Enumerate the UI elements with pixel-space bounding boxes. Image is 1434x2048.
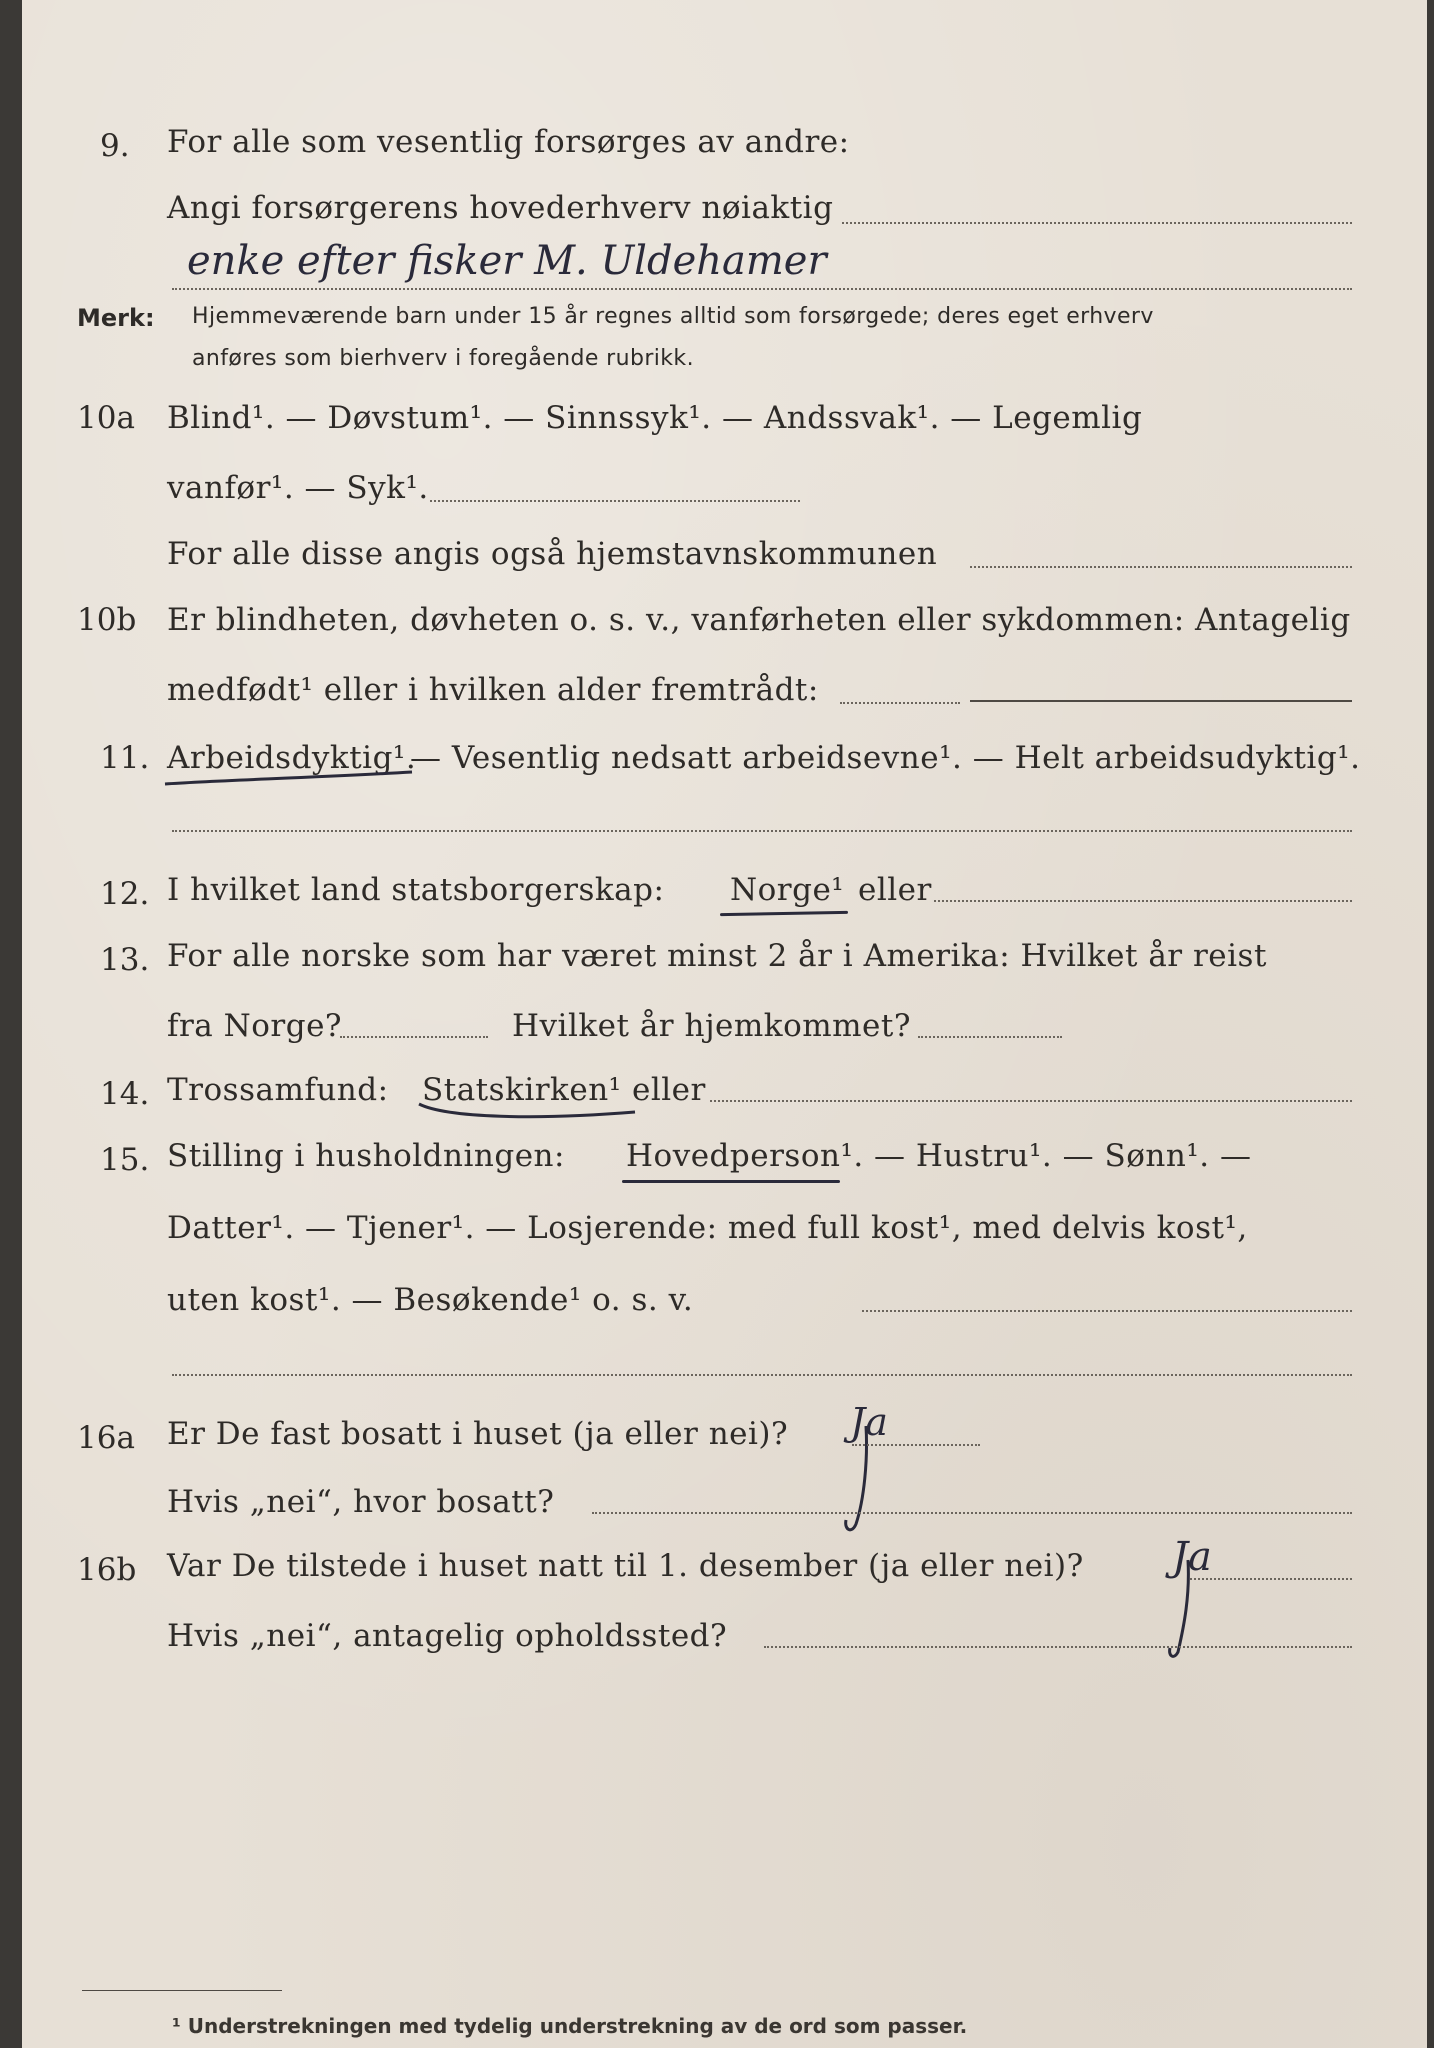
question-14-suffix: eller [632, 1072, 706, 1108]
question-14-fill-line [710, 1100, 1352, 1102]
question-16a-handwritten-answer: Ja [850, 1400, 888, 1444]
question-9-number: 9. [100, 128, 130, 164]
question-13-line-1: For alle norske som har været minst 2 år i Amerika: Hvilket år reist [167, 938, 1267, 974]
question-12-suffix: eller [858, 872, 932, 908]
question-13-fill-line-2 [918, 1036, 1062, 1038]
question-16b-fill-line-1 [1190, 1578, 1352, 1580]
question-10b-drawn-line [970, 700, 1352, 702]
question-16b-line-1: Var De tilstede i huset natt til 1. desember (ja eller nei)? [167, 1548, 1084, 1584]
question-16a-line-2: Hvis „nei“, hvor bosatt? [167, 1484, 555, 1520]
question-12-prompt: I hvilket land statsborgerskap: [167, 872, 665, 908]
question-16a-number: 16a [77, 1420, 135, 1456]
question-12-option-norge: Norge¹ [730, 872, 845, 908]
question-12-fill-line [934, 900, 1352, 902]
merk-note-line-1: Hjemmeværende barn under 15 år regnes alltid som forsørgede; deres eget erhverv [192, 304, 1154, 329]
question-15-line-1c: — Hustru¹. — Sønn¹. — [874, 1138, 1252, 1174]
question-16a-stroke-mark [838, 1420, 878, 1540]
question-15-option-hovedperson: Hovedperson¹. [626, 1138, 864, 1174]
question-10a-fill-line-2 [970, 566, 1352, 568]
question-9-handwritten-answer: enke efter fisker M. Uldehamer [187, 238, 827, 284]
question-16b-number: 16b [77, 1552, 137, 1588]
question-9-fill-line [842, 222, 1352, 224]
question-16b-line-2: Hvis „nei“, antagelig opholdssted? [167, 1618, 728, 1654]
question-16a-fill-line-1 [852, 1444, 980, 1446]
question-10a-line-2: vanfør¹. — Syk¹. [167, 470, 429, 506]
question-10a-line-3: For alle disse angis også hjemstavnskommunen [167, 536, 938, 572]
question-12-underline-mark [720, 911, 848, 916]
question-9-title: For alle som vesentlig forsørges av andre: [167, 124, 850, 160]
question-9-prompt: Angi forsørgerens hovederhverv nøiaktig [167, 190, 834, 226]
question-10b-line-2: medfødt¹ eller i hvilken alder fremtrådt: [167, 672, 819, 708]
question-14-prompt: Trossamfund: [167, 1072, 389, 1108]
question-15-underline-mark [622, 1180, 840, 1183]
question-16a-fill-line-2 [592, 1512, 1352, 1514]
question-11-other-options: — Vesentlig nedsatt arbeidsevne¹. — Helt arbeidsudyktig¹. [410, 740, 1361, 776]
question-14-underline-mark [417, 1098, 647, 1126]
question-15-number: 15. [100, 1142, 150, 1178]
merk-note-line-2: anføres som bierhverv i foregående rubrikk. [192, 346, 694, 371]
question-11-fill-line [172, 830, 1352, 832]
footnote-rule [82, 1990, 282, 1991]
question-11-number: 11. [100, 740, 150, 776]
question-12-number: 12. [100, 876, 150, 912]
question-10b-fill-line [840, 702, 960, 704]
question-16b-stroke-mark [1160, 1556, 1200, 1666]
question-10a-number: 10a [77, 400, 135, 436]
question-16b-fill-line-2 [764, 1646, 1352, 1648]
merk-label: Merk: [77, 304, 155, 332]
question-10b-line-1: Er blindheten, døvheten o. s. v., vanførheten eller sykdommen: Antagelig [167, 602, 1351, 638]
question-10b-number: 10b [77, 602, 137, 638]
question-9-answer-line [172, 288, 1352, 290]
question-10a-line-1: Blind¹. — Døvstum¹. — Sinnssyk¹. — Andssvak¹. — Legemlig [167, 400, 1143, 436]
question-15-line-1a: Stilling i husholdningen: [167, 1138, 565, 1174]
census-form-page [22, 0, 1427, 2048]
question-15-fill-line-2 [172, 1374, 1352, 1376]
question-15-line-3: uten kost¹. — Besøkende¹ o. s. v. [167, 1282, 694, 1318]
question-13-line-2b: Hvilket år hjemkommet? [512, 1008, 911, 1044]
question-15-fill-line-1 [862, 1310, 1352, 1312]
footnote-text: ¹ Understrekningen med tydelig understrekning av de ord som passer. [172, 2014, 968, 2038]
question-13-number: 13. [100, 942, 150, 978]
question-16a-line-1: Er De fast bosatt i huset (ja eller nei)? [167, 1416, 789, 1452]
question-14-option-statskirken: Statskirken¹ [422, 1072, 622, 1108]
question-13-line-2a: fra Norge? [167, 1008, 343, 1044]
question-11-option-arbeidsdyktig: Arbeidsdyktig¹. [167, 740, 417, 776]
question-15-line-2: Datter¹. — Tjener¹. — Losjerende: med full kost¹, med delvis kost¹, [167, 1210, 1248, 1246]
question-16b-handwritten-answer: Ja [1172, 1534, 1212, 1580]
question-10a-fill-line-1 [430, 500, 800, 502]
question-14-number: 14. [100, 1076, 150, 1112]
question-11-underline-mark [162, 770, 422, 790]
question-13-fill-line-1 [340, 1036, 488, 1038]
